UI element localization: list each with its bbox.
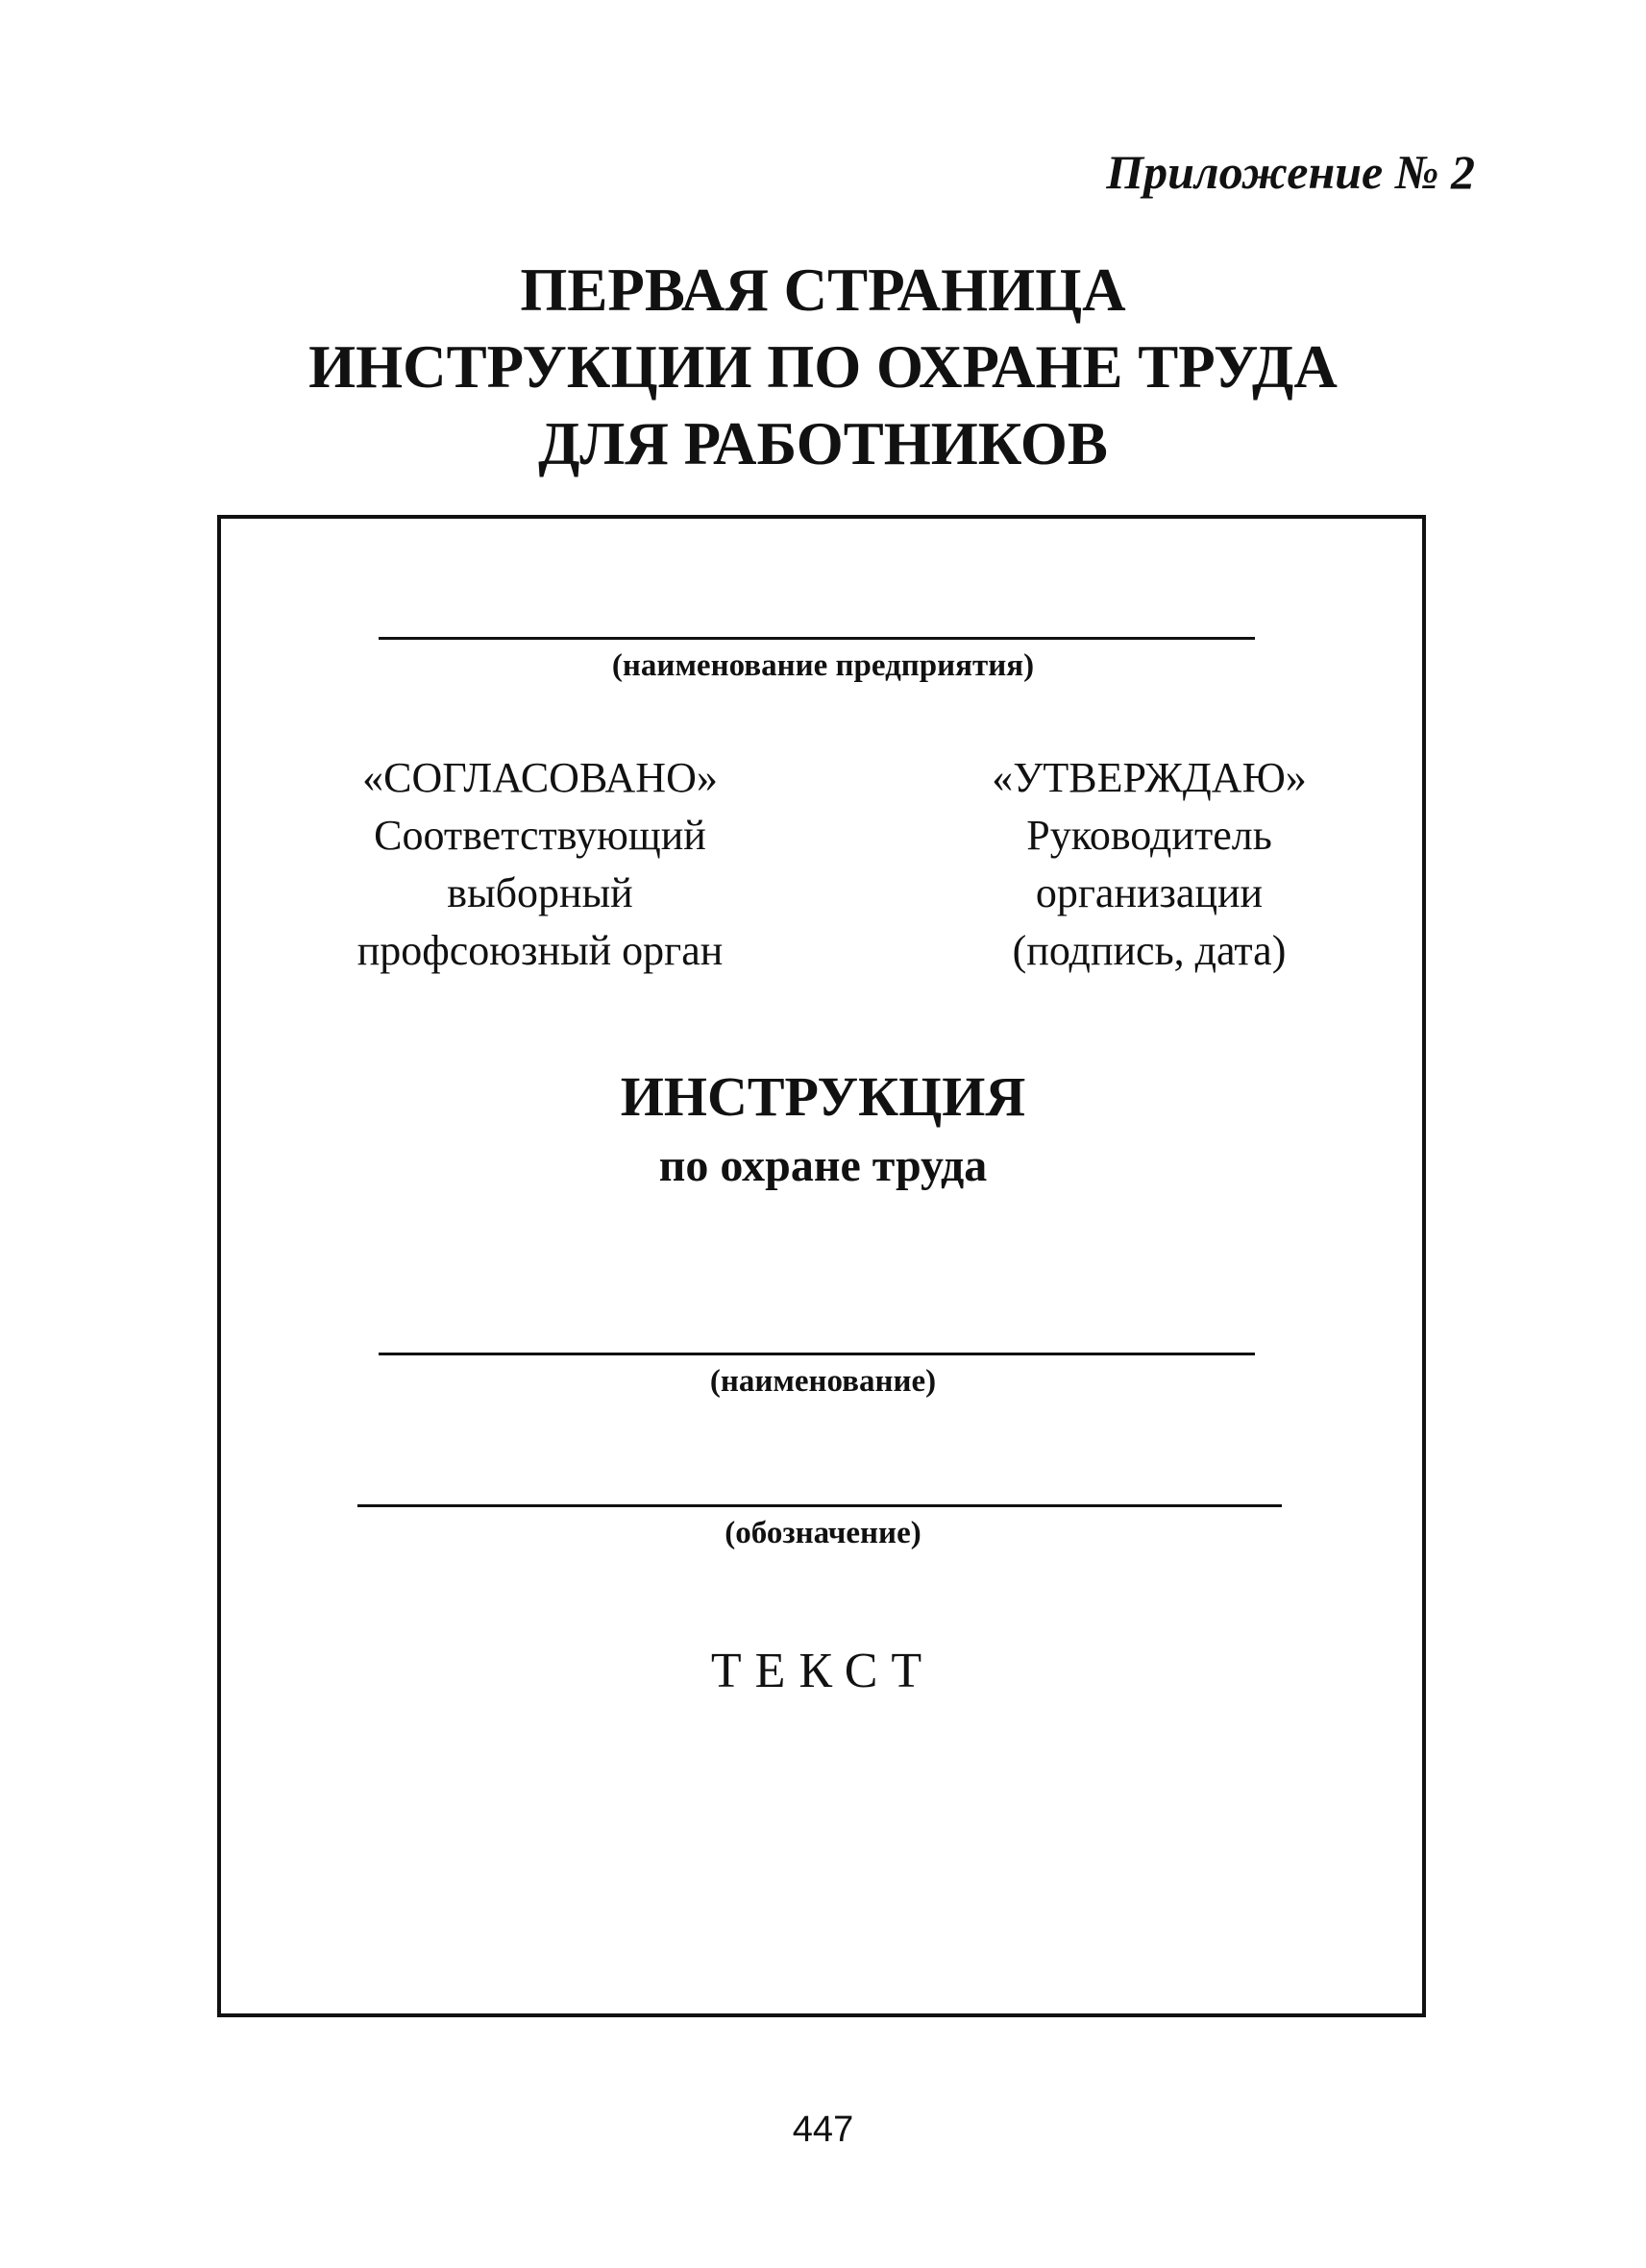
page-number: 447 bbox=[792, 2109, 854, 2150]
text-placeholder: ТЕКСТ bbox=[710, 1644, 936, 1698]
document-title: ИНСТРУКЦИЯ bbox=[620, 1065, 1026, 1128]
approved-line: (подпись, дата) bbox=[1012, 927, 1287, 974]
approved-line: Руководитель bbox=[1026, 812, 1272, 859]
agreed-block bbox=[271, 749, 809, 980]
designation-line bbox=[357, 1504, 1282, 1507]
page-title-line: ПЕРВАЯ СТРАНИЦА bbox=[520, 256, 1126, 324]
instruction-form-frame bbox=[217, 515, 1426, 2017]
approved-block bbox=[880, 749, 1418, 980]
designation-caption: (обозначение) bbox=[725, 1516, 921, 1550]
appendix-label: Приложение № 2 bbox=[1106, 145, 1475, 199]
approved-heading: «УТВЕРЖДАЮ» bbox=[992, 754, 1307, 801]
instruction-name-caption: (наименование) bbox=[709, 1364, 937, 1399]
enterprise-name-line bbox=[379, 637, 1255, 640]
agreed-line: выборный bbox=[447, 869, 633, 916]
page-title-line: ИНСТРУКЦИИ ПО ОХРАНЕ ТРУДА bbox=[308, 333, 1338, 401]
agreed-line: профсоюзный орган bbox=[356, 927, 724, 974]
document-subtitle: по охране труда bbox=[658, 1140, 988, 1191]
instruction-name-line bbox=[379, 1353, 1255, 1355]
page-title-line: ДЛЯ РАБОТНИКОВ bbox=[538, 410, 1108, 477]
approved-line: организации bbox=[1035, 869, 1264, 916]
agreed-heading: «СОГЛАСОВАНО» bbox=[362, 754, 718, 801]
agreed-line: Соответствующий bbox=[374, 812, 706, 859]
page-title bbox=[0, 252, 1646, 482]
enterprise-name-caption: (наименование предприятия) bbox=[611, 648, 1035, 683]
